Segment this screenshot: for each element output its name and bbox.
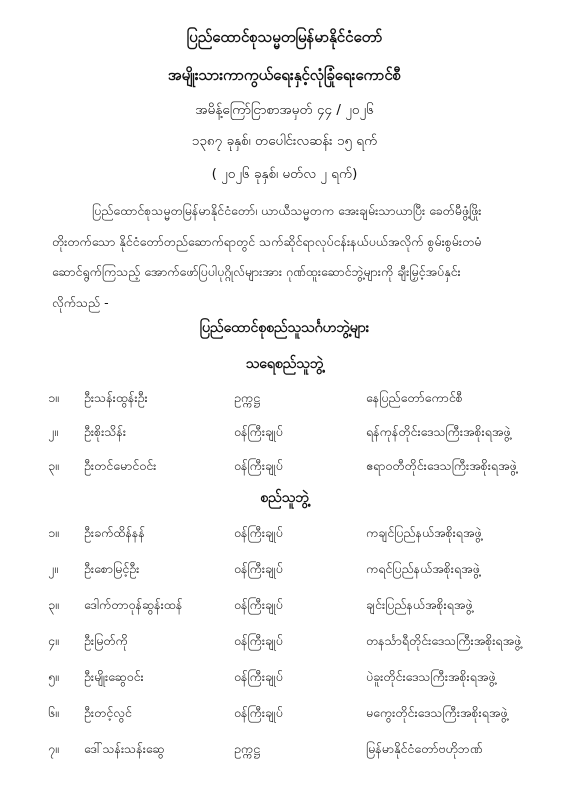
paragraph-line: လိုက်သည် - — [52, 295, 109, 310]
list-item — [0, 458, 569, 478]
item-role: ဝန်ကြီးချုပ် — [234, 458, 283, 473]
item-number: ၂။ — [48, 424, 58, 439]
item-role: ဝန်ကြီးချုပ် — [234, 705, 283, 720]
list-item — [0, 390, 569, 410]
item-number: ၇။ — [48, 741, 59, 756]
gregorian-date: ( ၂၀၂၆ ခုနှစ်၊ မတ်လ ၂ ရက်) — [211, 166, 358, 182]
item-number: ၂။ — [48, 561, 58, 576]
item-name: ဦးစောမြင့်ဦး — [84, 561, 140, 576]
item-organization: တနင်္သာရီတိုင်းဒေသကြီးအစိုးရအဖွဲ့ — [366, 633, 522, 648]
item-name: ဦးမြတ်ကို — [84, 633, 128, 648]
item-organization: ရန်ကုန်တိုင်းဒေသကြီးအစိုးရအဖွဲ့ — [366, 424, 511, 439]
list-item — [0, 669, 569, 689]
item-name: ဒေါက်တာဝုန်ဆွန်းထန် — [84, 597, 183, 612]
item-name: ဦးတင်မောင်ဝင်း — [84, 458, 157, 473]
list-item — [0, 633, 569, 653]
header-council-title: အမျိုးသားကာကွယ်ရေးနှင့်လုံခြုံရေးကောင်စီ — [167, 66, 402, 84]
myanmar-date: ၁၃၈၇ ခုနှစ်၊ တပေါင်းလဆန်း ၁၅ ရက် — [191, 133, 378, 149]
item-number: ၅။ — [48, 669, 59, 684]
list-item — [0, 705, 569, 725]
list-item — [0, 597, 569, 617]
list-item — [0, 561, 569, 581]
item-number: ၆။ — [48, 705, 59, 720]
group-title-thiri-sithu: သရေစည်သူဘွဲ့ — [245, 356, 324, 372]
section-title: ပြည်ထောင်စုစည်သူသင်္ဂဟဘွဲ့များ — [199, 320, 370, 336]
item-role: ဝန်ကြီးချုပ် — [234, 561, 283, 576]
order-number: အမိန့်ကြော်ငြာစာအမှတ် ၄၄ / ၂၀၂၆ — [195, 102, 374, 118]
item-role: ဝန်ကြီးချုပ် — [234, 597, 283, 612]
item-name: ဦးတင့်လွင် — [84, 705, 132, 720]
item-role: ဝန်ကြီးချုပ် — [234, 525, 283, 540]
paragraph-line: ပြည်ထောင်စုသမ္မတမြန်မာနိုင်ငံတော်၊ ယာယီသမ္မတက အေးချမ်းသာယာပြီး ခေတ်မီဖွံ့ဖြိုး — [92, 203, 482, 218]
item-organization: ဧရာဝတီတိုင်းဒေသကြီးအစိုးရအဖွဲ့ — [366, 458, 517, 473]
item-number: ၃။ — [48, 458, 59, 473]
list-item — [0, 525, 569, 545]
item-organization: ကချင်ပြည်နယ်အစိုးရအဖွဲ့ — [366, 525, 482, 540]
item-name: ဦးသန်းထွန်းဦး — [84, 390, 148, 405]
item-organization: မြန်မာနိုင်ငံတော်ဗဟိုဘဏ် — [366, 741, 483, 756]
group-title-sithu: စည်သူဘွဲ့ — [260, 490, 309, 506]
item-number: ၁။ — [48, 525, 59, 540]
item-number: ၁။ — [48, 390, 59, 405]
item-organization: မကွေးတိုင်းဒေသကြီးအစိုးရအဖွဲ့ — [366, 705, 508, 720]
item-name: ဦးခက်ထိန်နန် — [84, 525, 145, 540]
paragraph-line: တိုးတက်သော နိုင်ငံတော်တည်ဆောက်ရာတွင် သက်ဆိုင်ရာလုပ်ငန်းနယ်ပယ်အလိုက် စွမ်းစွမ်းတမံ — [52, 234, 482, 249]
item-organization: ပဲခူးတိုင်းဒေသကြီးအစိုးရအဖွဲ့ — [366, 669, 496, 684]
item-number: ၃။ — [48, 597, 59, 612]
item-role: ဝန်ကြီးချုပ် — [234, 424, 283, 439]
item-role: ဝန်ကြီးချုပ် — [234, 669, 283, 684]
item-role: ဝန်ကြီးချုပ် — [234, 633, 283, 648]
list-item — [0, 741, 569, 761]
item-organization: နေပြည်တော်ကောင်စီ — [366, 390, 463, 405]
header-country-title: ပြည်ထောင်စုသမ္မတမြန်မာနိုင်ငံတော် — [186, 28, 383, 46]
item-organization: ချင်းပြည်နယ်အစိုးရအဖွဲ့ — [366, 597, 473, 612]
item-number: ၄။ — [48, 633, 59, 648]
item-name: ဦးမျိုးဆွေဝင်း — [84, 669, 144, 684]
item-role: ဥက္ကဋ္ဌ — [234, 390, 260, 405]
item-name: ဒေါ်သန်းသန်းဆွေ — [84, 741, 165, 756]
paragraph-line: ဆောင်ရွက်ကြသည့် အောက်ဖော်ပြပါပုဂ္ဂိုလ်များအား ဂုဏ်ထူးဆောင်ဘွဲ့များကို ချီးမြှင့်အပ်နှင်း — [52, 264, 461, 279]
item-organization: ကရင်ပြည်နယ်အစိုးရအဖွဲ့ — [366, 561, 480, 576]
item-name: ဦးစိုးသိန်း — [84, 424, 127, 439]
list-item — [0, 424, 569, 444]
item-role: ဥက္ကဋ္ဌ — [234, 741, 260, 756]
